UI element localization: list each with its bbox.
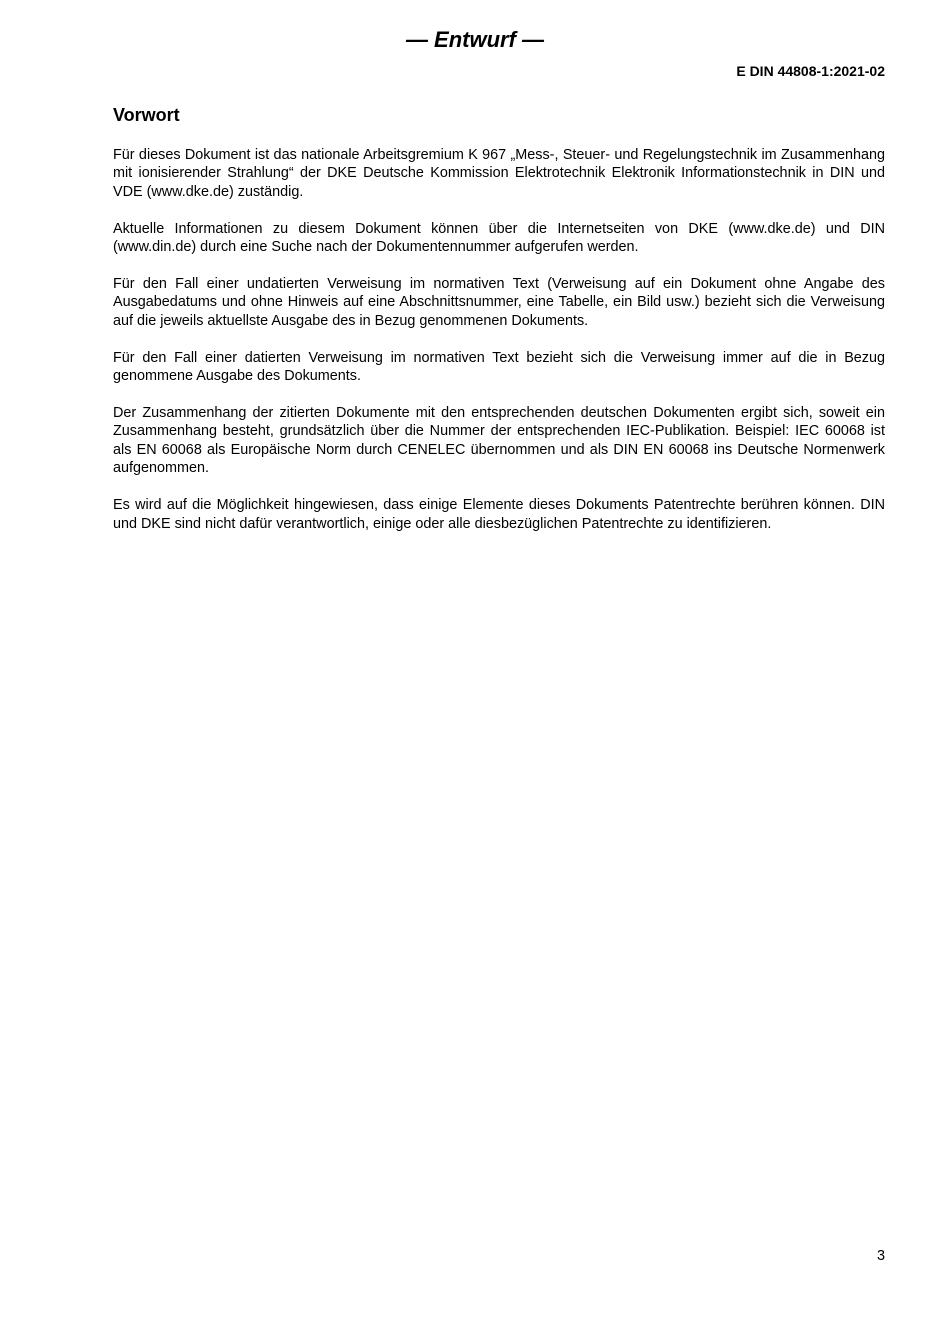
body-text — [113, 146, 885, 552]
document-id: E DIN 44808-1:2021-02 — [736, 63, 885, 79]
paragraph-current-information: Aktuelle Informationen zu diesem Dokument können über die Internetseiten von DKE (www.dke.de) und DIN (www.din.de) durch eine Suche nach der Dokumentennummer aufgerufen werden. — [113, 220, 885, 256]
paragraph-patent-rights: Es wird auf die Möglichkeit hingewiesen, dass einige Elemente dieses Dokuments Patentrechte berühren können. DIN und DKE sind nicht dafür verantwortlich, einige oder alle diesbezüglichen Patentrechte zu identifizieren. — [113, 497, 885, 532]
paragraph-responsibility: Für dieses Dokument ist das nationale Arbeitsgremium K 967 „Mess-, Steuer- und Regelungstechnik im Zusammenhang mit ionisierender Strahlung“ der DKE Deutsche Kommission Elektrotechnik Elektronik Informationstechnik in DIN und VDE (www.dke.de) zuständig. — [113, 147, 885, 200]
paragraph-cited-documents: Der Zusammenhang der zitierten Dokumente mit den entsprechenden deutschen Dokumenten ergibt sich, soweit ein Zusammenhang besteht, grundsätzlich über die Nummer der entsprechenden IEC-Publikation. Beispiel: IEC 60068 ist als EN 60068 als Europäische Norm durch CENELEC übernommen und als DIN EN 60068 ins Deutsche Normenwerk aufgenommen. — [113, 405, 885, 477]
paragraph-undated-reference: Für den Fall einer undatierten Verweisung im normativen Text (Verweisung auf ein Dokument ohne Angabe des Ausgabedatums und ohne Hinweis auf eine Abschnittsnummer, eine Tabelle, ein Bild usw.) bezieht sich die Verweisung auf die jeweils aktuellste Ausgabe des in Bezug genommenen Dokuments. — [113, 276, 885, 329]
section-title: Vorwort — [113, 105, 180, 125]
paragraph-dated-reference: Für den Fall einer datierten Verweisung im normativen Text bezieht sich die Verweisung immer auf die in Bezug genommene Ausgabe des Dokuments. — [113, 349, 885, 385]
draft-banner: — Entwurf — — [405, 27, 545, 52]
page-number: 3 — [876, 1248, 885, 1264]
